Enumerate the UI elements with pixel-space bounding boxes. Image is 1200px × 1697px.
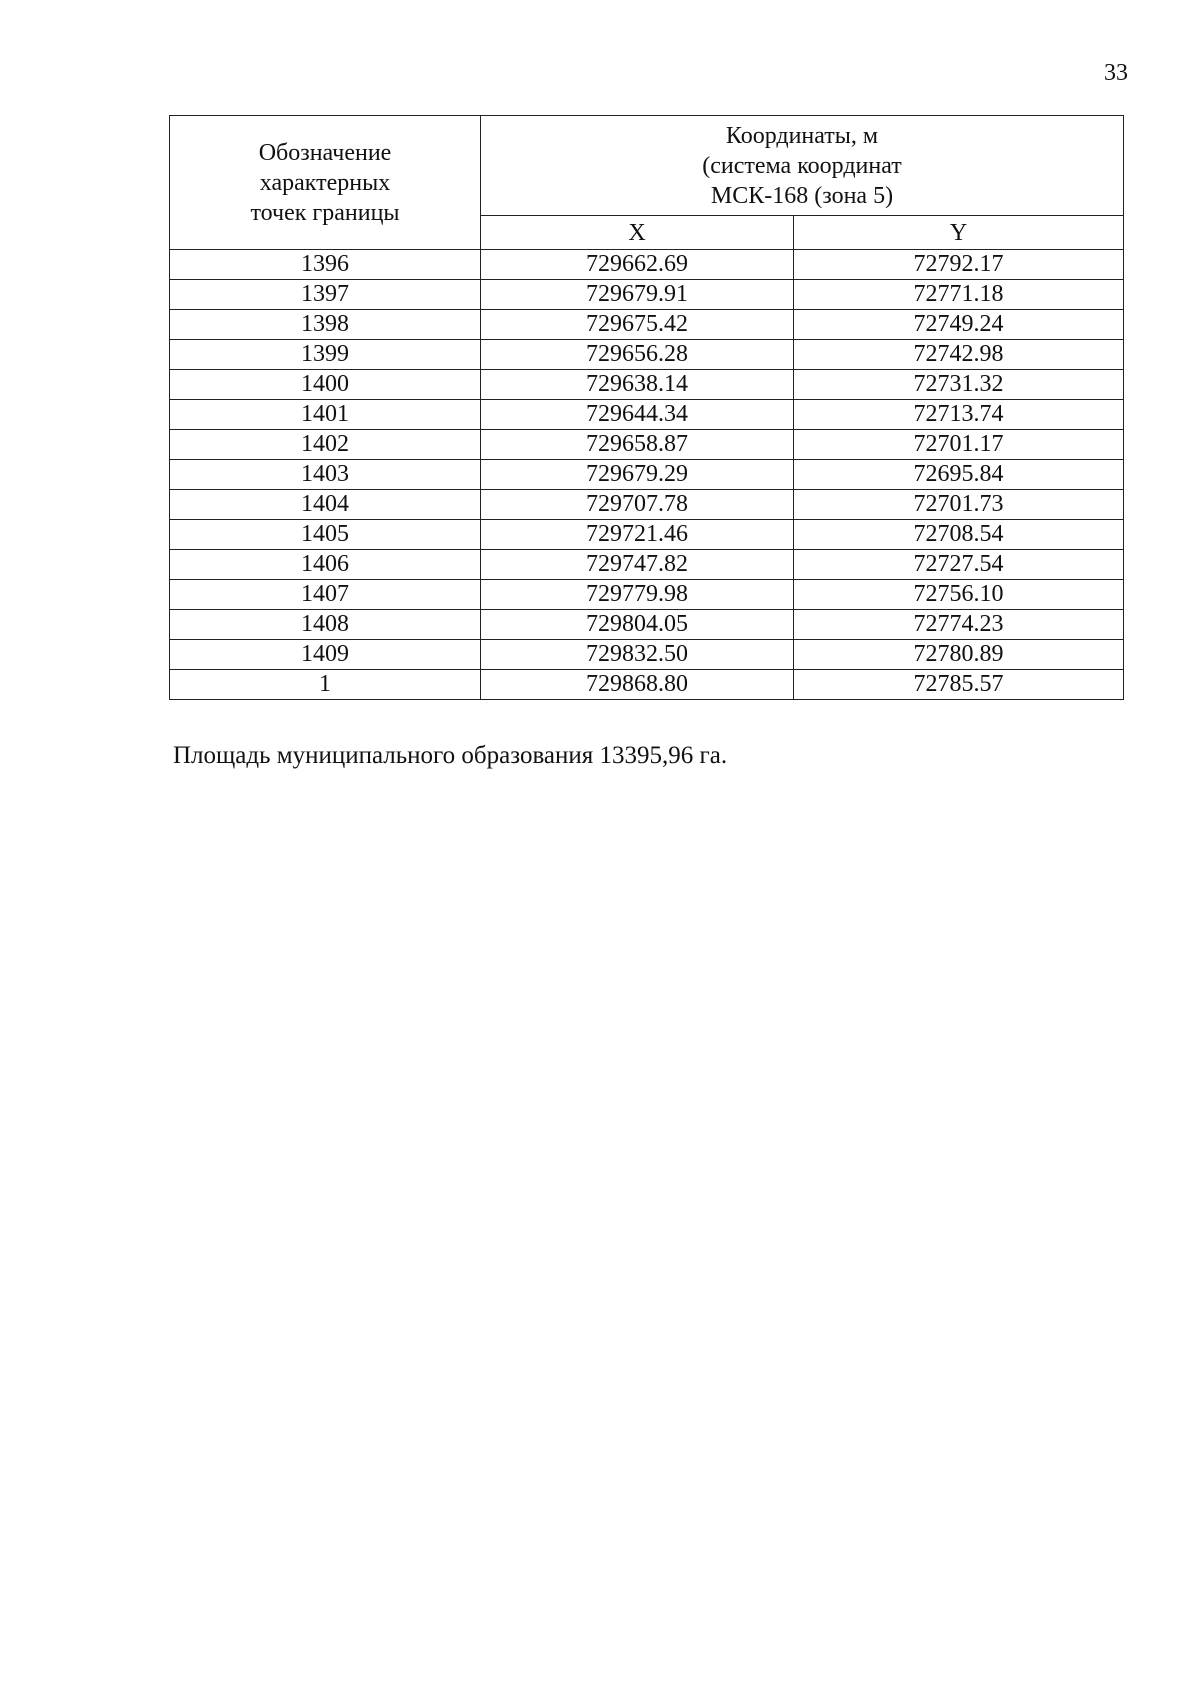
cell-x: 729804.05 [481,610,794,640]
cell-x: 729679.29 [481,460,794,490]
table-row [170,670,1124,700]
coordinates-table [169,115,1124,700]
cell-point: 1406 [170,550,481,580]
cell-point: 1400 [170,370,481,400]
cell-x: 729747.82 [481,550,794,580]
cell-y: 72701.73 [794,490,1124,520]
table-row [170,430,1124,460]
cell-y: 72727.54 [794,550,1124,580]
header-coordinates-line: (система координат [702,152,902,179]
table-row [170,610,1124,640]
cell-x: 729638.14 [481,370,794,400]
table-body [170,250,1124,700]
header-designation-line: точек границы [250,199,400,226]
cell-x: 729832.50 [481,640,794,670]
table-row [170,460,1124,490]
cell-y: 72780.89 [794,640,1124,670]
header-designation-line: Обозначение [258,139,392,166]
cell-point: 1404 [170,490,481,520]
table-row [170,640,1124,670]
header-x: X [481,216,794,250]
table-header [170,116,1124,250]
cell-point: 1398 [170,310,481,340]
table-row [170,580,1124,610]
cell-point: 1 [170,670,481,700]
cell-x: 729679.91 [481,280,794,310]
cell-point: 1397 [170,280,481,310]
table-row [170,520,1124,550]
header-coordinates [481,116,1124,216]
cell-point: 1409 [170,640,481,670]
cell-point: 1403 [170,460,481,490]
cell-point: 1407 [170,580,481,610]
cell-y: 72749.24 [794,310,1124,340]
table-row [170,400,1124,430]
header-point-designation [170,116,481,250]
cell-x: 729662.69 [481,250,794,280]
page-number: 33 [1104,60,1128,86]
cell-point: 1399 [170,340,481,370]
cell-y: 72695.84 [794,460,1124,490]
table-row [170,310,1124,340]
header-coordinates-line: МСК-168 (зона 5) [710,182,894,209]
cell-y: 72771.18 [794,280,1124,310]
cell-point: 1408 [170,610,481,640]
table-row [170,370,1124,400]
cell-x: 729721.46 [481,520,794,550]
cell-y: 72774.23 [794,610,1124,640]
table-row [170,490,1124,520]
cell-y: 72742.98 [794,340,1124,370]
area-note: Площадь муниципального образования 13395,96 га. [173,742,728,769]
cell-x: 729868.80 [481,670,794,700]
cell-y: 72701.17 [794,430,1124,460]
cell-point: 1401 [170,400,481,430]
cell-x: 729675.42 [481,310,794,340]
cell-x: 729658.87 [481,430,794,460]
header-designation-line: характерных [259,169,391,196]
cell-x: 729644.34 [481,400,794,430]
table-row [170,250,1124,280]
table-row [170,550,1124,580]
cell-point: 1402 [170,430,481,460]
cell-point: 1405 [170,520,481,550]
cell-x: 729707.78 [481,490,794,520]
cell-y: 72756.10 [794,580,1124,610]
cell-point: 1396 [170,250,481,280]
cell-y: 72708.54 [794,520,1124,550]
header-y: Y [794,216,1124,250]
cell-x: 729779.98 [481,580,794,610]
header-coordinates-line: Координаты, м [725,122,879,149]
cell-y: 72785.57 [794,670,1124,700]
table-row [170,280,1124,310]
cell-y: 72713.74 [794,400,1124,430]
cell-y: 72731.32 [794,370,1124,400]
cell-x: 729656.28 [481,340,794,370]
cell-y: 72792.17 [794,250,1124,280]
table-row [170,340,1124,370]
